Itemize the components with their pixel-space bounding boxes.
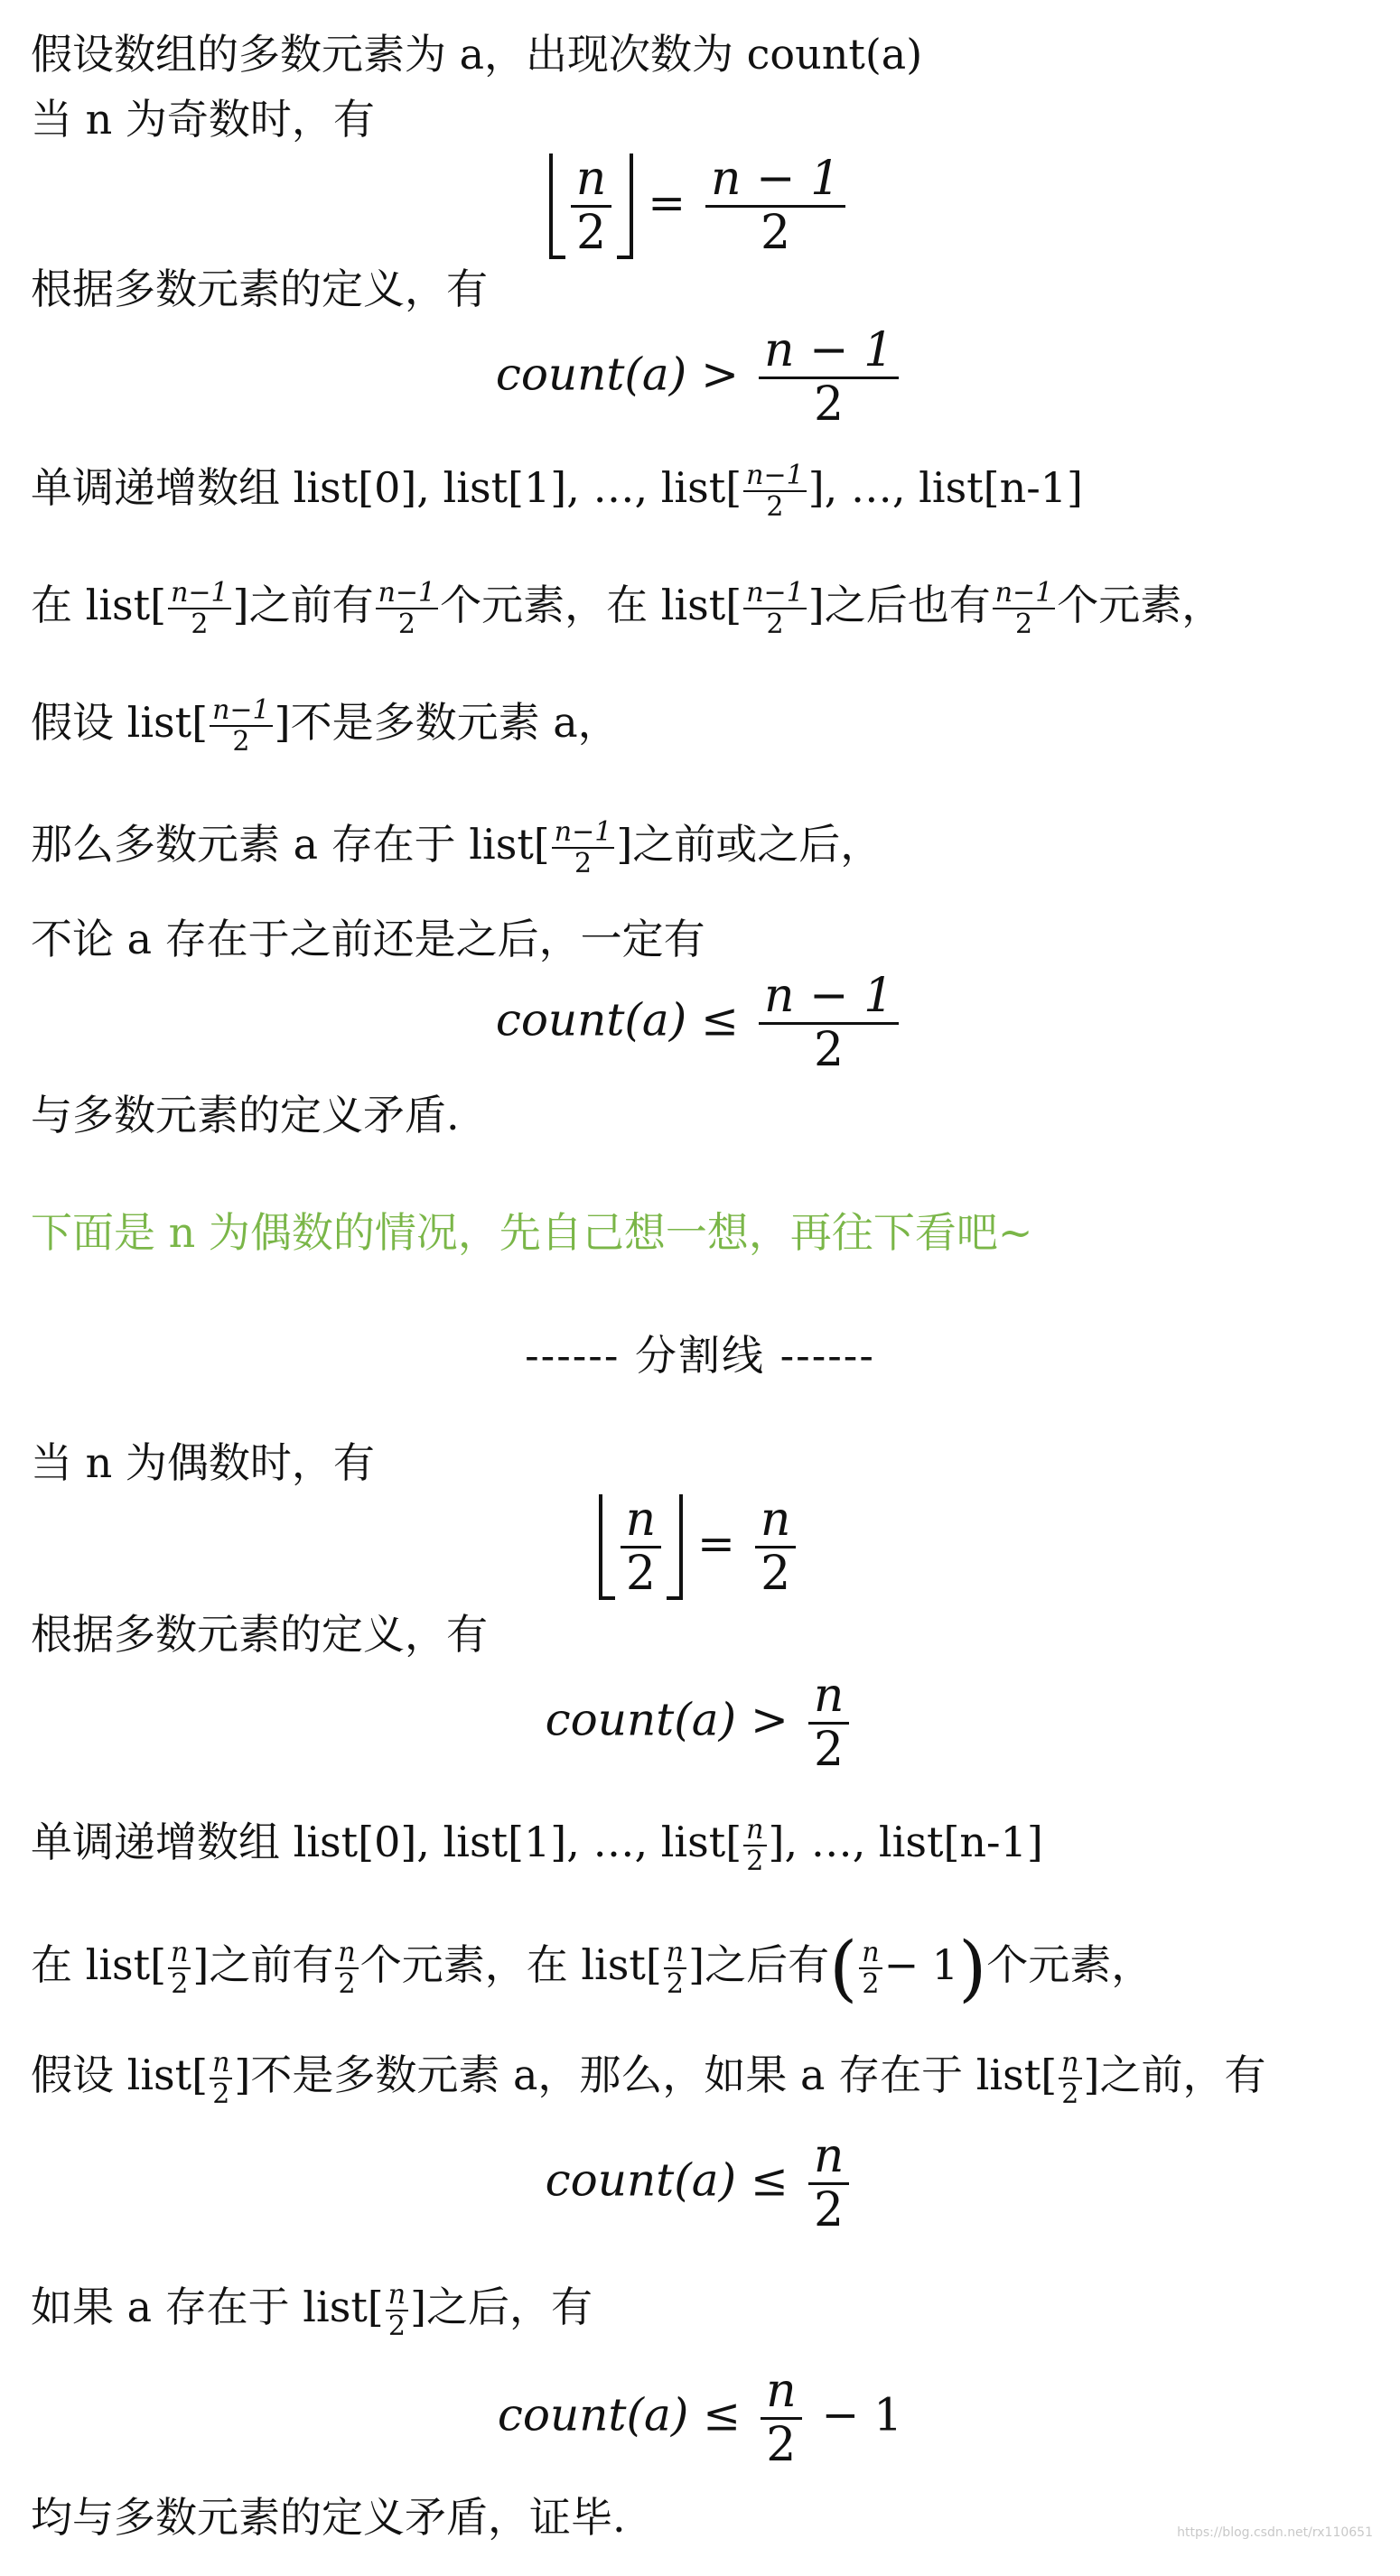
- either-way-line: 不论 a 存在于之前还是之后，一定有: [31, 915, 705, 963]
- assume-line-odd: 假设 list[ $\frac{n-1}{2}$ ]不是多数元素 a，: [31, 694, 620, 758]
- formula-odd-count-le: count(a) ≤ $\frac{n - 1}{2}$: [0, 971, 1400, 1076]
- formula-even-count-gt: count(a) > $\frac{n}{2}$: [0, 1670, 1400, 1776]
- even-case-line: 当 n 为偶数时，有: [31, 1438, 375, 1487]
- array-line-even: 单调递增数组 list[0], list[1], …, list[ $\frac{n}{2}$ ], …, list[n-1]: [31, 1814, 1043, 1877]
- definition-line: 根据多数元素的定义，有: [31, 265, 488, 313]
- after-line-even: 如果 a 存在于 list[ $\frac{n}{2}$ ]之后，有: [31, 2279, 593, 2342]
- conclusion-line: 均与多数元素的定义矛盾，证毕.: [31, 2493, 626, 2542]
- formula-even-count-le: count(a) ≤ $\frac{n}{2}$: [0, 2131, 1400, 2237]
- formula-odd-floor: $\frac{n}{2}$ = $\frac{n - 1}{2}$: [0, 153, 1400, 259]
- elements-line-odd: 在 list[ $\frac{n-1}{2}$ ]之前有 $\frac{n-1}{2}$ 个元素，在 list[ $\frac{n-1}{2}$ ]之后也有 $\frac{n-1}{2}$ 个元素，: [31, 577, 1224, 640]
- formula-even-count-le-minus: count(a) ≤ $\frac{n}{2}$ − 1: [497, 2364, 903, 2473]
- contradiction-line-odd: 与多数元素的定义矛盾.: [31, 1091, 460, 1139]
- assume-line-even: 假设 list[ $\frac{n}{2}$ ]不是多数元素 a，那么，如果 a 存在于 list[ $\frac{n}{2}$ ]之前，有: [31, 2047, 1266, 2110]
- elements-line-even: 在 list[ $\frac{n}{2}$ ]之前有 $\frac{n}{2}$ 个元素，在 list[ $\frac{n}{2}$ ]之后有( $\frac{n}{2}$ − 1)个元素，: [31, 1926, 1153, 2010]
- exists-line-odd: 那么多数元素 a 存在于 list[ $\frac{n-1}{2}$ ]之前或之后，: [31, 816, 882, 879]
- formula-even-floor: $\frac{n}{2}$ = $\frac{n}{2}$: [0, 1494, 1400, 1600]
- divider-line: ------ 分割线 ------: [525, 1331, 875, 1380]
- floor-bracket: $\frac{n}{2}$: [599, 1494, 684, 1600]
- floor-bracket: $\frac{n}{2}$: [549, 153, 634, 259]
- definition-line-even: 根据多数元素的定义，有: [31, 1610, 488, 1659]
- watermark-text: https://blog.csdn.net/rx110651: [1177, 2525, 1373, 2540]
- formula-odd-count-gt: count(a) > $\frac{n - 1}{2}$: [0, 325, 1400, 431]
- intro-line: 假设数组的多数元素为 a，出现次数为 count(a): [31, 30, 923, 79]
- hint-line: 下面是 n 为偶数的情况，先自己想一想，再往下看吧~: [31, 1208, 1033, 1257]
- odd-case-line: 当 n 为奇数时，有: [31, 95, 375, 144]
- array-line-odd: 单调递增数组 list[0], list[1], …, list[ $\frac{n-1}{2}$ ], …, list[n-1]: [31, 460, 1083, 523]
